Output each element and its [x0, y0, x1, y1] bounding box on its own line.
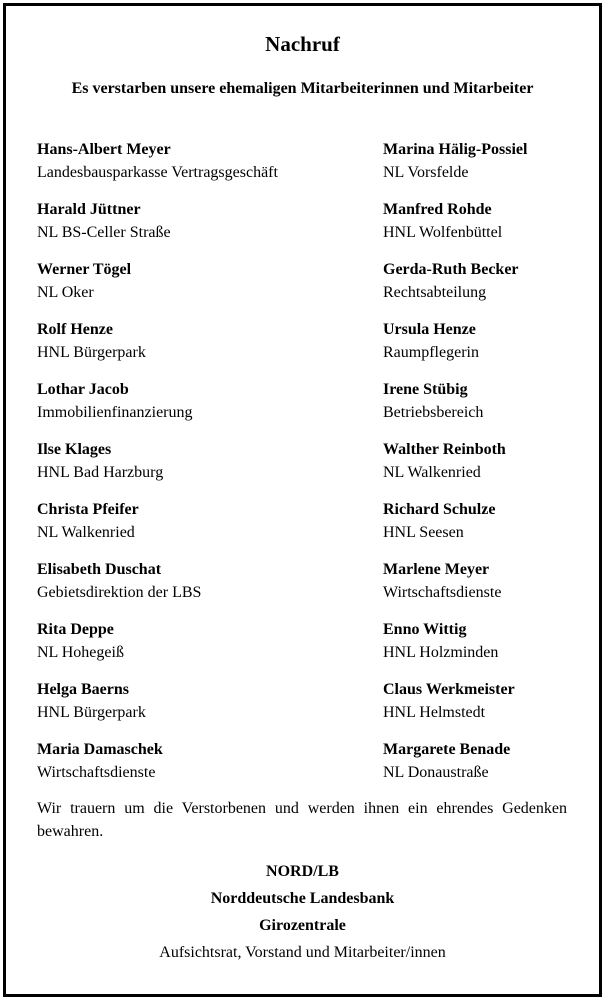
person-department: Immobilienfinanzierung — [37, 404, 193, 421]
person-entry — [383, 618, 593, 678]
person-department: Betriebsbereich — [383, 404, 484, 421]
person-department: NL BS-Celler Straße — [37, 224, 171, 241]
person-entry — [37, 318, 357, 378]
person-name: Margarete Benade — [383, 741, 511, 758]
person-department: HNL Helmstedt — [383, 704, 486, 721]
person-name: Ursula Henze — [383, 321, 476, 338]
person-department: HNL Wolfenbüttel — [383, 224, 503, 241]
person-department: Wirtschaftsdienste — [383, 584, 502, 601]
person-department: HNL Holzminden — [383, 644, 499, 661]
person-entry — [37, 498, 357, 558]
person-entry — [383, 678, 593, 738]
person-department: Raumpflegerin — [383, 344, 479, 361]
person-entry — [37, 618, 357, 678]
person-entry — [383, 258, 593, 318]
person-name: Harald Jüttner — [37, 201, 141, 218]
signers: Aufsichtsrat, Vorstand und Mitarbeiter/innen — [159, 944, 446, 961]
person-entry — [37, 378, 357, 438]
person-name: Hans-Albert Meyer — [37, 141, 171, 158]
closing-text: Wir trauern um die Verstorbenen und werden ihnen ein ehrendes Gedenken bewahren. — [37, 800, 567, 840]
person-entry — [383, 138, 593, 198]
person-department: NL Hohegeiß — [37, 644, 124, 661]
person-entry — [383, 438, 593, 498]
signature-block — [0, 858, 605, 966]
person-name: Irene Stübig — [383, 381, 468, 398]
person-name: Marlene Meyer — [383, 561, 490, 578]
person-department: Wirtschaftsdienste — [37, 764, 156, 781]
person-entry — [383, 198, 593, 258]
person-name: Walther Reinboth — [383, 441, 506, 458]
person-department: NL Walkenried — [383, 464, 481, 481]
person-name: Helga Baerns — [37, 681, 129, 698]
person-entry — [37, 258, 357, 318]
left-column — [37, 138, 357, 798]
subtitle: Es verstarben unsere ehemaligen Mitarbeiterinnen und Mitarbeiter — [71, 80, 534, 97]
person-name: Maria Damaschek — [37, 741, 163, 758]
person-entry — [383, 498, 593, 558]
person-department: HNL Bürgerpark — [37, 704, 146, 721]
person-entry — [383, 378, 593, 438]
person-name: Richard Schulze — [383, 501, 496, 518]
person-department: Rechtsabteilung — [383, 284, 487, 301]
person-name: Claus Werkmeister — [383, 681, 515, 698]
person-department: HNL Seesen — [383, 524, 464, 541]
person-department: NL Walkenried — [37, 524, 135, 541]
person-entry — [37, 438, 357, 498]
org-name: Norddeutsche Landesbank — [210, 890, 395, 907]
person-department: NL Vorsfelde — [383, 164, 469, 181]
org-abbreviation: NORD/LB — [266, 863, 339, 880]
person-entry — [37, 738, 357, 798]
person-department: NL Donaustraße — [383, 764, 489, 781]
person-name: Christa Pfeifer — [37, 501, 139, 518]
person-name: Rolf Henze — [37, 321, 113, 338]
person-name: Gerda-Ruth Becker — [383, 261, 519, 278]
person-department: Gebietsdirektion der LBS — [37, 584, 202, 601]
person-name: Marina Hälig-Possiel — [383, 141, 528, 158]
person-department: NL Oker — [37, 284, 94, 301]
person-department: HNL Bad Harzburg — [37, 464, 164, 481]
person-department: HNL Bürgerpark — [37, 344, 146, 361]
person-department: Landesbausparkasse Vertragsgeschäft — [37, 164, 278, 181]
person-entry — [37, 138, 357, 198]
person-entry — [383, 738, 593, 798]
org-subtitle: Girozentrale — [259, 917, 346, 934]
person-name: Lothar Jacob — [37, 381, 129, 398]
person-name: Elisabeth Duschat — [37, 561, 162, 578]
person-entry — [37, 198, 357, 258]
person-name: Enno Wittig — [383, 621, 467, 638]
person-name: Manfred Rohde — [383, 201, 492, 218]
person-name: Ilse Klages — [37, 441, 112, 458]
person-entry — [37, 678, 357, 738]
person-name: Rita Deppe — [37, 621, 114, 638]
person-name: Werner Tögel — [37, 261, 132, 278]
person-entry — [383, 318, 593, 378]
page-title: Nachruf — [265, 32, 340, 56]
person-entry — [37, 558, 357, 618]
right-column — [383, 138, 593, 798]
person-entry — [383, 558, 593, 618]
